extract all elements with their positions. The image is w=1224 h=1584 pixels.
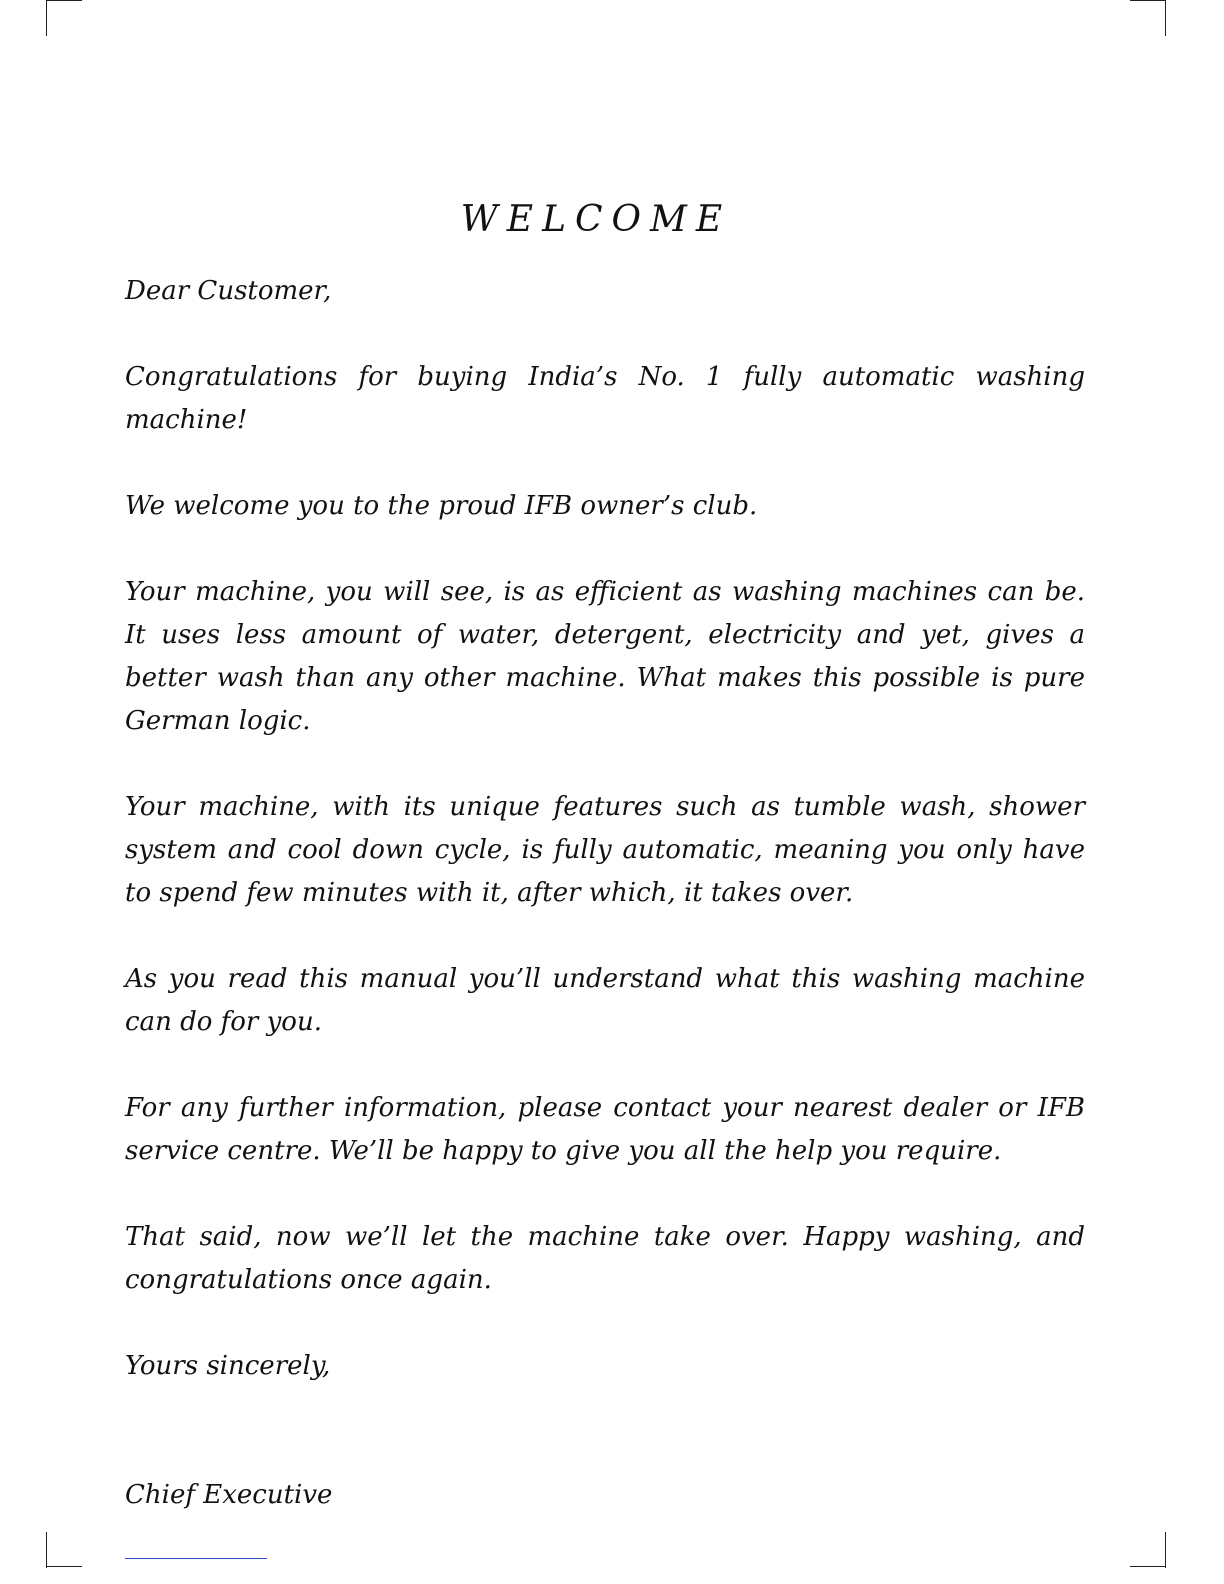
crop-mark-bottom-left-h (46, 1566, 82, 1567)
crop-mark-bottom-left-v (46, 1532, 47, 1568)
paragraph-efficiency: Your machine, you will see, is as efficient as washing machines can be. It uses less amount of water, detergent, electricity and yet, gives a better wash than any other machine. What makes this possible is pure German logic. (125, 577, 1085, 736)
paragraph-happy-washing: That said, now we’ll let the machine take over. Happy washing, and congratulations once again. (125, 1222, 1085, 1295)
paragraph-congratulations: Congratulations for buying India’s No. 1 fully automatic washing machine! (125, 362, 1085, 435)
crop-mark-bottom-right-h (1130, 1566, 1166, 1567)
letter-body (125, 270, 1085, 1517)
paragraph-contact: For any further information, please contact your nearest dealer or IFB service centre. We’ll be happy to give you all the help you require. (125, 1093, 1085, 1166)
crop-mark-top-right-v (1165, 0, 1166, 36)
paragraph-manual: As you read this manual you’ll understand what this washing machine can do for you. (125, 964, 1085, 1037)
salutation: Dear Customer, (125, 276, 332, 306)
crop-mark-bottom-right-v (1165, 1532, 1166, 1568)
crop-mark-top-right-h (1130, 0, 1166, 1)
signature-space (125, 1388, 1085, 1474)
paragraph-welcome: We welcome you to the proud IFB owner’s club. (125, 491, 758, 521)
crop-mark-top-left-h (46, 0, 82, 1)
footer-rule (125, 1558, 267, 1559)
crop-mark-top-left-v (46, 0, 47, 36)
signatory: Chief Executive (125, 1480, 333, 1510)
closing: Yours sincerely, (125, 1351, 331, 1381)
page-title: WELCOME (460, 199, 732, 240)
paragraph-features: Your machine, with its unique features such as tumble wash, shower system and cool down cycle, is fully automatic, meaning you only have to spend few minutes with it, after which, it takes over. (125, 792, 1085, 908)
